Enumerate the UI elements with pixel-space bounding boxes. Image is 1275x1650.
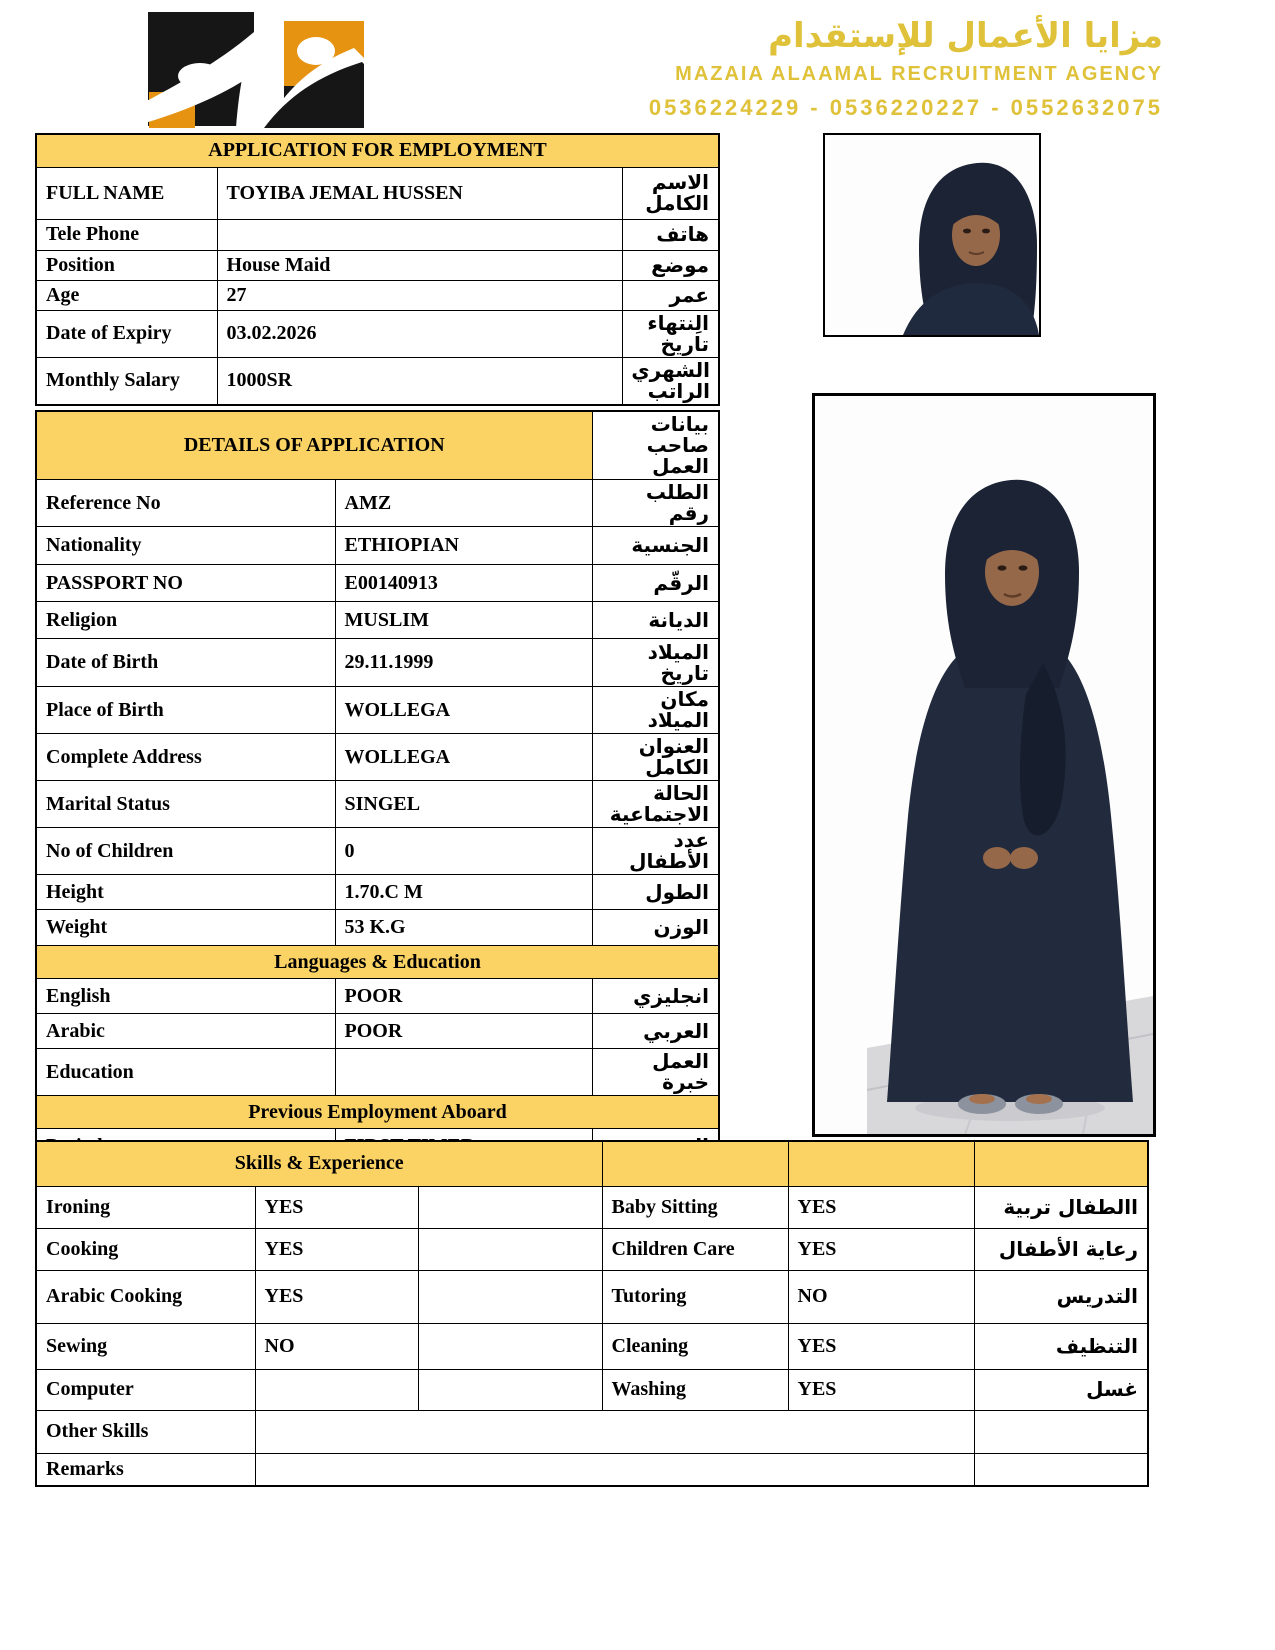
table-row <box>36 565 719 602</box>
skill-label: Washing <box>602 1369 788 1410</box>
field-value: WOLLEGA <box>335 734 592 781</box>
field-label: Complete Address <box>36 734 335 781</box>
table-row <box>36 979 719 1014</box>
skill-label: Cleaning <box>602 1323 788 1369</box>
skill-value: YES <box>255 1270 418 1323</box>
skill-value: YES <box>788 1369 974 1410</box>
field-value: POOR <box>335 979 592 1014</box>
table-row <box>36 781 719 828</box>
section-header-row <box>36 1096 719 1129</box>
remarks-label: Remarks <box>36 1453 255 1486</box>
field-label-arabic: الِنتهاء تاريخ <box>622 310 719 357</box>
table-row <box>36 1228 1148 1270</box>
field-value: 27 <box>217 280 622 310</box>
field-label: Nationality <box>36 527 335 565</box>
skills-table-title: Skills & Experience <box>36 1141 602 1186</box>
field-label: Date of Expiry <box>36 310 217 357</box>
details-table-title: DETAILS OF APPLICATION <box>36 411 592 480</box>
skill-label: Computer <box>36 1369 255 1410</box>
table-row <box>36 1453 1148 1486</box>
field-value: AMZ <box>335 480 592 527</box>
table-row <box>36 250 719 280</box>
field-label: Age <box>36 280 217 310</box>
field-label-arabic: انجليزي <box>592 979 719 1014</box>
field-label: Place of Birth <box>36 687 335 734</box>
field-label-arabic: الديانة <box>592 602 719 639</box>
field-value: MUSLIM <box>335 602 592 639</box>
skill-label-arabic: رعاية الأطفال <box>974 1228 1148 1270</box>
agency-logo <box>118 4 364 128</box>
table-row <box>36 875 719 910</box>
field-label: No of Children <box>36 828 335 875</box>
field-label: English <box>36 979 335 1014</box>
field-value: 1000SR <box>217 357 622 405</box>
field-label: Tele Phone <box>36 219 217 250</box>
field-value: 53 K.G <box>335 910 592 946</box>
agency-header <box>503 16 1163 121</box>
empty-cell <box>418 1323 602 1369</box>
field-label-arabic: الشهري الراتب <box>622 357 719 405</box>
field-label-arabic: الاسم الكامل <box>622 167 719 219</box>
skills-experience-table <box>35 1140 1149 1487</box>
empty-cell <box>974 1410 1148 1453</box>
agency-logo-graphic <box>118 4 364 128</box>
full-body-photo <box>812 393 1156 1137</box>
table-row <box>36 1049 719 1096</box>
field-value: ETHIOPIAN <box>335 527 592 565</box>
field-label-arabic: عدد الأطفال <box>592 828 719 875</box>
field-value <box>217 219 622 250</box>
skill-label: Sewing <box>36 1323 255 1369</box>
skill-value: YES <box>788 1228 974 1270</box>
field-value: TOYIBA JEMAL HUSSEN <box>217 167 622 219</box>
table-header-row <box>36 134 719 167</box>
details-of-application-table <box>35 410 720 1198</box>
table-row <box>36 1369 1148 1410</box>
field-label-arabic: الوزن <box>592 910 719 946</box>
skill-label-arabic: التدريس <box>974 1270 1148 1323</box>
section-header-row <box>36 946 719 979</box>
skill-label: Children Care <box>602 1228 788 1270</box>
field-value: House Maid <box>217 250 622 280</box>
passport-photo-image <box>825 135 1039 335</box>
field-label: Weight <box>36 910 335 946</box>
empty-cell <box>418 1270 602 1323</box>
field-value: 29.11.1999 <box>335 639 592 687</box>
languages-education-section-header: Languages & Education <box>36 946 719 979</box>
agency-name-english: MAZAIA ALAAMAL RECRUITMENT AGENCY <box>675 63 1163 85</box>
table-row <box>36 687 719 734</box>
empty-cell <box>418 1369 602 1410</box>
field-label-arabic: الطول <box>592 875 719 910</box>
details-table-title-arabic: بيانات صاحب العمل <box>592 411 719 480</box>
empty-cell <box>418 1228 602 1270</box>
other-skills-label: Other Skills <box>36 1410 255 1453</box>
skill-value: YES <box>788 1186 974 1228</box>
table-row <box>36 1186 1148 1228</box>
field-label: Marital Status <box>36 781 335 828</box>
agency-phone-numbers: 0536224229 - 0536220227 - 0552632075 <box>648 95 1163 120</box>
table-row <box>36 910 719 946</box>
skill-label-arabic: التنظيف <box>974 1323 1148 1369</box>
field-label: PASSPORT NO <box>36 565 335 602</box>
field-label: Arabic <box>36 1014 335 1049</box>
field-label: Date of Birth <box>36 639 335 687</box>
field-label: Height <box>36 875 335 910</box>
table-row <box>36 1014 719 1049</box>
field-label: Position <box>36 250 217 280</box>
skill-value <box>255 1369 418 1410</box>
field-value <box>335 1049 592 1096</box>
skills-header-spacer <box>602 1141 788 1186</box>
table-row <box>36 480 719 527</box>
table-row <box>36 310 719 357</box>
table-row <box>36 1323 1148 1369</box>
skill-value: YES <box>255 1186 418 1228</box>
field-label-arabic: عمر <box>622 280 719 310</box>
passport-photo <box>823 133 1041 337</box>
remarks-value <box>255 1453 974 1486</box>
table-row <box>36 280 719 310</box>
skill-value: NO <box>788 1270 974 1323</box>
application-for-employment-table <box>35 133 720 406</box>
table-row <box>36 639 719 687</box>
field-label: Religion <box>36 602 335 639</box>
field-value: POOR <box>335 1014 592 1049</box>
skill-value: YES <box>255 1228 418 1270</box>
full-body-photo-image <box>815 396 1153 1134</box>
skills-header-spacer <box>788 1141 974 1186</box>
field-value: 1.70.C M <box>335 875 592 910</box>
skill-label-arabic: غسل <box>974 1369 1148 1410</box>
skill-label: Baby Sitting <box>602 1186 788 1228</box>
field-label-arabic: الحالة الاجتماعية <box>592 781 719 828</box>
field-label-arabic: العمل خبرة <box>592 1049 719 1096</box>
field-label-arabic: الجنسية <box>592 527 719 565</box>
field-label-arabic: العربي <box>592 1014 719 1049</box>
skill-label: Tutoring <box>602 1270 788 1323</box>
field-label-arabic: العنوان الكامل <box>592 734 719 781</box>
previous-employment-section-header: Previous Employment Aboard <box>36 1096 719 1129</box>
agency-name-arabic: مزايا الأعمال للإستقدام <box>768 16 1163 56</box>
field-value: WOLLEGA <box>335 687 592 734</box>
skill-value: NO <box>255 1323 418 1369</box>
other-skills-value <box>255 1410 974 1453</box>
skills-header-spacer <box>974 1141 1148 1186</box>
empty-cell <box>418 1186 602 1228</box>
skill-label: Ironing <box>36 1186 255 1228</box>
field-value: 0 <box>335 828 592 875</box>
skill-label-arabic: االطفال تربية <box>974 1186 1148 1228</box>
field-value: E00140913 <box>335 565 592 602</box>
field-label: Reference No <box>36 480 335 527</box>
field-label-arabic: الرقّم <box>592 565 719 602</box>
field-label-arabic: الطلب رقم <box>592 480 719 527</box>
field-label: Education <box>36 1049 335 1096</box>
skill-label: Cooking <box>36 1228 255 1270</box>
field-label-arabic: هاتف <box>622 219 719 250</box>
field-label-arabic: موضع <box>622 250 719 280</box>
field-value: SINGEL <box>335 781 592 828</box>
field-label: FULL NAME <box>36 167 217 219</box>
field-value: 03.02.2026 <box>217 310 622 357</box>
field-label-arabic: مكان الميلاد <box>592 687 719 734</box>
table-row <box>36 1410 1148 1453</box>
skill-label: Arabic Cooking <box>36 1270 255 1323</box>
application-table-title: APPLICATION FOR EMPLOYMENT <box>36 134 719 167</box>
table-row <box>36 527 719 565</box>
table-row <box>36 219 719 250</box>
table-row <box>36 602 719 639</box>
table-row <box>36 828 719 875</box>
table-row <box>36 357 719 405</box>
field-label: Monthly Salary <box>36 357 217 405</box>
empty-cell <box>974 1453 1148 1486</box>
table-row <box>36 167 719 219</box>
field-label-arabic: الميلاد تاريخ <box>592 639 719 687</box>
table-header-row <box>36 411 719 480</box>
skill-value: YES <box>788 1323 974 1369</box>
table-header-row <box>36 1141 1148 1186</box>
table-row <box>36 734 719 781</box>
table-row <box>36 1270 1148 1323</box>
